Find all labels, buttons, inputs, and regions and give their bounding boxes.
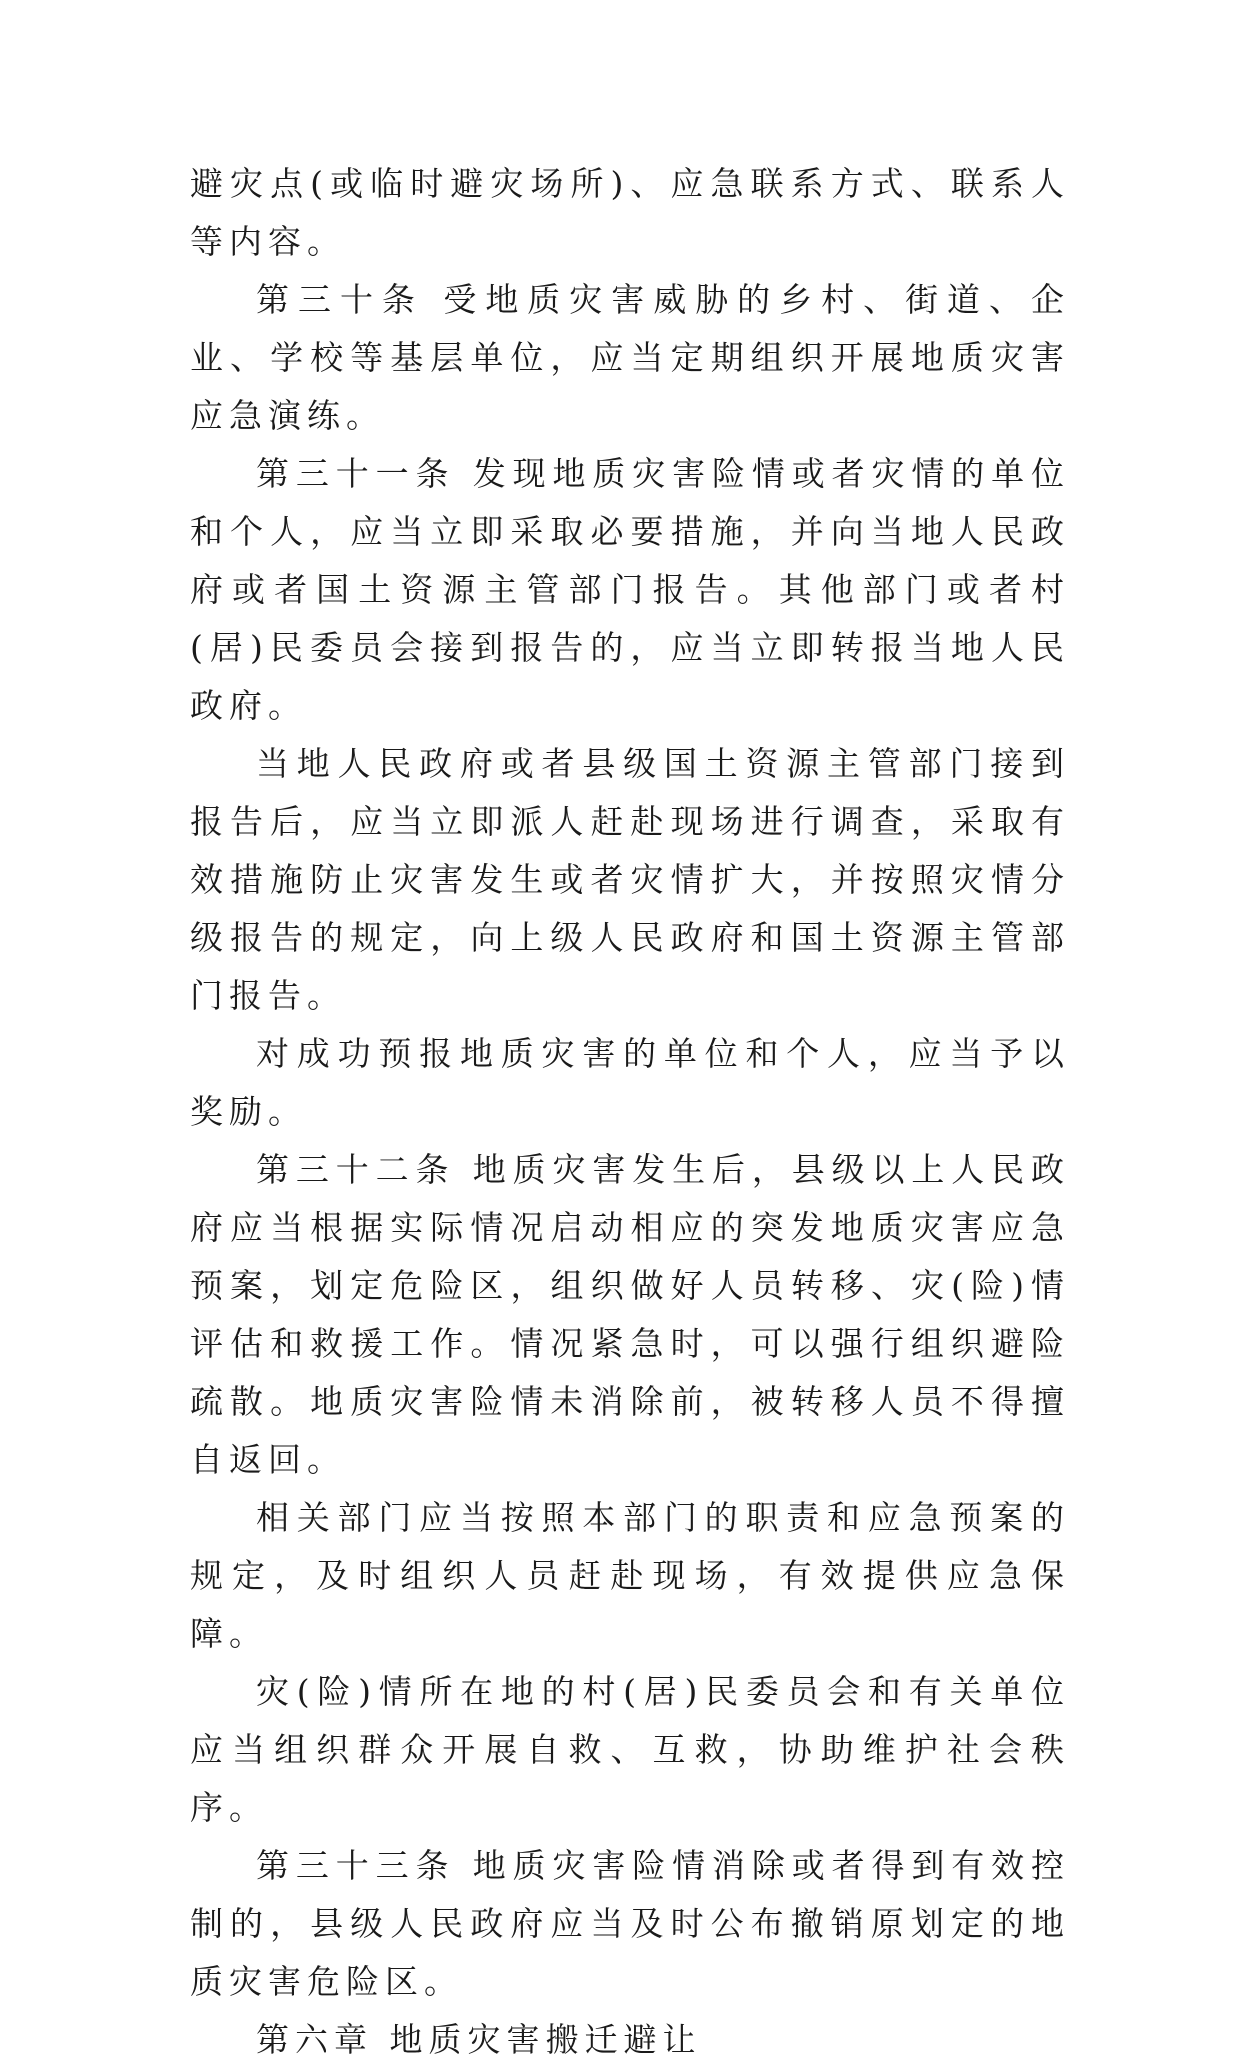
paragraph-article-32-departments: 相关部门应当按照本部门的职责和应急预案的规定，及时组织人员赶赴现场，有效提供应急保障。 xyxy=(190,1498,1070,1653)
document-body xyxy=(190,155,1070,2069)
paragraph-article-31: 第三十一条 发现地质灾害险情或者灾情的单位和个人，应当立即采取必要措施，并向当地人民政府或者国土资源主管部门报告。其他部门或者村(居)民委员会接到报告的，应当立即转报当地人民政府。 xyxy=(190,454,1070,725)
paragraph-article-32-villages: 灾(险)情所在地的村(居)民委员会和有关单位应当组织群众开展自救、互救，协助维护社会秩序。 xyxy=(190,1672,1070,1827)
chapter-heading: 第六章 地质灾害搬迁避让 xyxy=(256,2020,702,2059)
paragraph-article-30: 第三十条 受地质灾害威胁的乡村、街道、企业、学校等基层单位，应当定期组织开展地质灾害应急演练。 xyxy=(190,280,1070,435)
paragraph-article-32: 第三十二条 地质灾害发生后，县级以上人民政府应当根据实际情况启动相应的突发地质灾害应急预案，划定危险区，组织做好人员转移、灾(险)情评估和救援工作。情况紧急时，可以强行组织避险疏散。地质灾害险情未消除前，被转移人员不得擅自返回。 xyxy=(190,1150,1070,1479)
paragraph-article-33: 第三十三条 地质灾害险情消除或者得到有效控制的，县级人民政府应当及时公布撤销原划定的地质灾害危险区。 xyxy=(190,1846,1070,2001)
paragraph-article-31-report: 当地人民政府或者县级国土资源主管部门接到报告后，应当立即派人赶赴现场进行调查，采取有效措施防止灾害发生或者灾情扩大，并按照灾情分级报告的规定，向上级人民政府和国土资源主管部门报告。 xyxy=(190,744,1070,1015)
paragraph-continuation: 避灾点(或临时避灾场所)、应急联系方式、联系人等内容。 xyxy=(190,164,1070,261)
paragraph-article-31-reward: 对成功预报地质灾害的单位和个人，应当予以奖励。 xyxy=(190,1034,1070,1131)
